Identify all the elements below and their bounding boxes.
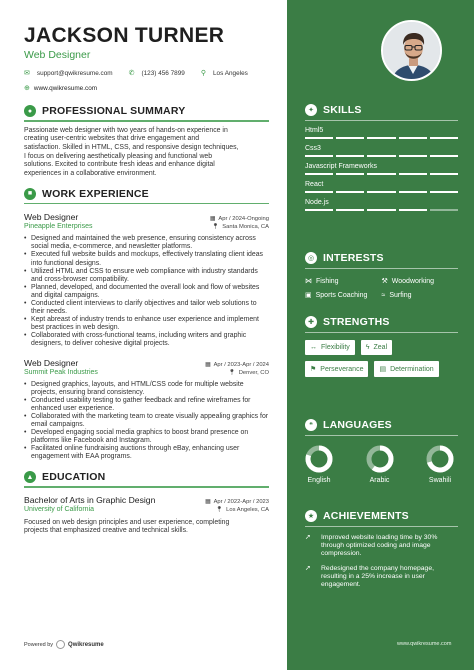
skill-name: Css3 — [305, 145, 321, 152]
skill-segment — [430, 173, 458, 175]
summary-line: I focus on delivering aesthetically pleasing and functional web — [24, 152, 213, 160]
sidebar — [287, 0, 474, 670]
strength-tag — [305, 340, 355, 355]
avatar — [381, 20, 442, 81]
website-row — [24, 84, 269, 92]
qwikresume-logo-icon — [56, 640, 65, 649]
interest-label: Woodworking — [391, 277, 435, 285]
summary-line: experiences in a collaborative environment. — [24, 170, 157, 178]
bullet: • Kept abreast of industry trends to enhance user experience and implement best practices in web design. — [24, 316, 269, 332]
divider — [305, 268, 458, 269]
divider — [305, 332, 458, 333]
lightbulb-icon: ✦ — [305, 104, 317, 116]
language-name: Swahili — [428, 477, 452, 484]
interest-item — [382, 277, 459, 285]
languages-title: LANGUAGES — [323, 419, 392, 431]
skill-segment — [336, 209, 364, 211]
interest-label: Surfing — [389, 291, 412, 299]
skill-segment — [336, 191, 364, 193]
job-bullets — [24, 381, 269, 462]
skill-level-bar — [305, 173, 458, 175]
strengths-title: STRENGTHS — [323, 316, 390, 328]
candidate-name: JACKSON TURNER — [24, 24, 225, 47]
skill-segment — [430, 209, 458, 211]
website-text[interactable]: www.qwikresume.com — [33, 84, 98, 92]
job-location: Denver, CO — [238, 369, 269, 376]
location-text: Los Angeles — [213, 69, 248, 77]
education-heading — [24, 471, 269, 483]
skill-segment — [305, 191, 333, 193]
skill-item — [305, 199, 458, 211]
bullet: • Planned, developed, and documented the overall look and flow of websites and digital campaigns. — [24, 284, 269, 300]
degree: Bachelor of Arts in Graphic Design — [24, 494, 156, 505]
calendar-icon: ▦ — [209, 216, 216, 223]
powered-by-text: Powered by — [24, 641, 54, 648]
language-level-ring — [305, 445, 333, 473]
job-company: Summit Peak Industries — [24, 368, 98, 376]
strength-label: Flexibility — [321, 344, 350, 351]
bullet: • Facilitated online fundraising auctions through eBay, enhancing user engagement with EAA programs. — [24, 445, 269, 461]
job-title: Web Designer — [24, 357, 79, 368]
achievement-item — [305, 565, 458, 589]
strength-label: Zeal — [373, 344, 388, 351]
skill-segment — [399, 137, 427, 139]
skill-item — [305, 127, 458, 139]
graduation-cap-icon: ▲ — [24, 471, 36, 483]
language-level-ring — [426, 445, 454, 473]
strength-tag — [374, 361, 438, 377]
skill-segment — [336, 137, 364, 139]
skill-name: Html5 — [305, 127, 324, 134]
pin-icon: 📍︎ — [211, 224, 220, 231]
interest-label: Sports Coaching — [315, 291, 368, 299]
skill-level-bar — [305, 209, 458, 211]
skill-item — [305, 163, 458, 175]
skill-level-bar — [305, 137, 458, 139]
language-name: English — [307, 477, 331, 484]
phone-icon: ✆ — [128, 70, 135, 77]
skill-item — [305, 145, 458, 157]
skill-segment — [399, 155, 427, 157]
education-line: Focused on web design principles and user experience, completing — [24, 518, 230, 526]
education-dates: Apr / 2022-Apr / 2023 — [213, 498, 269, 505]
pin-icon: 📍︎ — [215, 506, 224, 513]
languages-section — [305, 419, 458, 484]
summary-line: satisfaction. Skilled in HTML, CSS, and responsive design techniques, — [24, 143, 239, 151]
education-description — [24, 519, 269, 536]
language-item — [366, 445, 394, 484]
footer-site[interactable]: www.qwikresume.com — [397, 641, 452, 647]
skill-segment — [367, 155, 395, 157]
languages-list — [305, 445, 458, 484]
divider — [305, 120, 458, 121]
bullet: • Executed full website builds and mockups, effectively translating client ideas into functional designs. — [24, 251, 269, 267]
achievements-section — [305, 510, 458, 590]
skill-segment — [305, 209, 333, 211]
language-item — [426, 445, 454, 484]
education-title: EDUCATION — [42, 471, 106, 484]
location-icon: ⚲ — [200, 70, 206, 77]
check-icon: ↔ — [310, 344, 317, 351]
strength-tag — [305, 361, 368, 377]
school: University of California — [24, 505, 95, 513]
calendar-icon: ▦ — [205, 361, 211, 368]
trophy-icon: ★ — [305, 510, 317, 522]
fish-icon: ⋈ — [305, 278, 312, 285]
job-dates: Apr / 2024-Ongoing — [218, 216, 269, 223]
phone-text: (123) 456 7899 — [141, 69, 185, 77]
education-location: Los Angeles, CA — [226, 506, 269, 513]
wave-icon: ≈ — [381, 291, 386, 299]
language-level-ring — [366, 445, 394, 473]
skill-segment — [305, 173, 333, 175]
skill-name: Node.js — [305, 199, 329, 206]
divider — [24, 120, 269, 122]
zap-icon: ϟ — [365, 344, 370, 351]
bullet: • Developed engaging social media graphics to boost brand presence on platforms like Facebook and Instagram. — [24, 429, 269, 445]
experience-title: WORK EXPERIENCE — [42, 187, 149, 200]
clipboard-icon: ▣ — [305, 292, 312, 299]
bullet: • Collaborated with cross-functional teams, including writers and graphic designers, to deliver cohesive digital projects. — [24, 332, 269, 348]
skill-segment — [430, 155, 458, 157]
strength-tags — [305, 340, 458, 377]
education-line: projects that emphasized creative and technical skills. — [24, 527, 188, 535]
achievement-item — [305, 534, 458, 558]
skill-segment — [367, 209, 395, 211]
skill-segment — [430, 137, 458, 139]
pin-icon: 📍︎ — [228, 369, 236, 376]
interests-section — [305, 252, 458, 299]
experience-heading — [24, 188, 269, 200]
divider — [305, 435, 458, 436]
email-text[interactable]: support@qwikresume.com — [36, 69, 113, 77]
summary-text — [24, 127, 269, 179]
education-entry — [24, 495, 269, 536]
job-company: Pineapple Enterprises — [24, 223, 93, 231]
person-icon: ● — [24, 105, 36, 117]
bullet: • Collaborated with the marketing team to create visually appealing graphics for email campaigns. — [24, 413, 269, 429]
summary-title: PROFESSIONAL SUMMARY — [42, 105, 186, 117]
skill-segment — [336, 155, 364, 157]
target-icon: ▤ — [379, 366, 387, 373]
job-location: Santa Monica, CA — [222, 224, 269, 231]
interests-grid — [305, 277, 458, 299]
skill-segment — [305, 137, 333, 139]
divider — [305, 526, 458, 527]
achievements-title: ACHIEVEMENTS — [323, 510, 409, 522]
bullet: • Conducted client interviews to clarify objectives and tailor web solutions to their needs. — [24, 300, 269, 316]
flag-icon: ⚑ — [310, 366, 317, 373]
skill-segment — [305, 155, 333, 157]
footer-powered — [24, 640, 104, 649]
divider — [24, 486, 269, 488]
achievement-text: Improved website loading time by 30% through optimized coding and image compression. — [321, 534, 438, 558]
skill-level-bar — [305, 191, 458, 193]
skill-name: Javascript Frameworks — [305, 163, 377, 170]
job-entry — [24, 212, 269, 348]
strength-tag — [361, 340, 392, 355]
job-title: Web Designer — [24, 212, 79, 223]
bullet: • Designed graphics, layouts, and HTML/CSS code for multiple website projects, ensuring brand consistency. — [24, 381, 269, 397]
globe-icon: ⊕ — [24, 85, 30, 92]
email-icon: ✉ — [24, 70, 30, 77]
hammer-icon: ⚒ — [381, 278, 388, 285]
skill-segment — [336, 173, 364, 175]
skills-section — [305, 104, 458, 211]
summary-line: solutions. Excited to contribute fresh ideas and enhance digital — [24, 161, 215, 169]
skill-segment — [367, 173, 395, 175]
bullet: • Utilized HTML and CSS to ensure web compliance with industry standards and cross-browser compatibility. — [24, 268, 269, 284]
skills-list — [305, 127, 458, 211]
interest-label: Fishing — [316, 277, 339, 285]
divider — [24, 203, 269, 205]
bullet: • Conducted usability testing to gather feedback and refine wireframes for enhanced user experience. — [24, 397, 269, 413]
language-item — [305, 445, 333, 484]
summary-heading — [24, 105, 269, 117]
candidate-role: Web Designer — [24, 49, 91, 61]
skill-level-bar — [305, 155, 458, 157]
skill-name: React — [305, 181, 324, 188]
skill-segment — [430, 191, 458, 193]
strength-label: Determination — [390, 365, 434, 373]
calendar-icon: ▦ — [205, 498, 211, 505]
interest-item — [382, 291, 459, 299]
contact-row — [24, 69, 269, 77]
skills-title: SKILLS — [323, 104, 362, 116]
speech-bubble-icon: ❝ — [305, 419, 317, 431]
brand-name[interactable]: Qwikresume — [68, 641, 104, 648]
target-icon: ◎ — [305, 252, 317, 264]
summary-line: creating user-centric websites that drive engagement and — [24, 135, 200, 143]
rocket-icon: ➚ — [305, 565, 311, 573]
skill-segment — [399, 191, 427, 193]
job-bullets — [24, 235, 269, 348]
interest-item — [305, 291, 382, 299]
job-dates: Apr / 2023-Apr / 2024 — [213, 361, 269, 368]
achievement-text: Redesigned the company homepage, resulting in a 25% increase in user engagement. — [321, 565, 434, 589]
interests-title: INTERESTS — [323, 252, 384, 264]
dumbbell-icon: ✚ — [305, 316, 317, 328]
skill-item — [305, 181, 458, 193]
strength-label: Perseverance — [320, 365, 364, 373]
bullet: • Designed and maintained the web presence, ensuring consistency across social media, e-commerce, and newsletter platforms. — [24, 235, 269, 251]
skill-segment — [367, 191, 395, 193]
job-entry — [24, 358, 269, 462]
interest-item — [305, 277, 382, 285]
strengths-section — [305, 316, 458, 377]
briefcase-icon: ■ — [24, 188, 36, 200]
rocket-icon: ➚ — [305, 534, 311, 541]
summary-line: Passionate web designer with two years of hands-on experience in — [24, 126, 228, 134]
skill-segment — [367, 137, 395, 139]
language-name: Arabic — [369, 477, 390, 484]
skill-segment — [399, 173, 427, 175]
skill-segment — [399, 209, 427, 211]
